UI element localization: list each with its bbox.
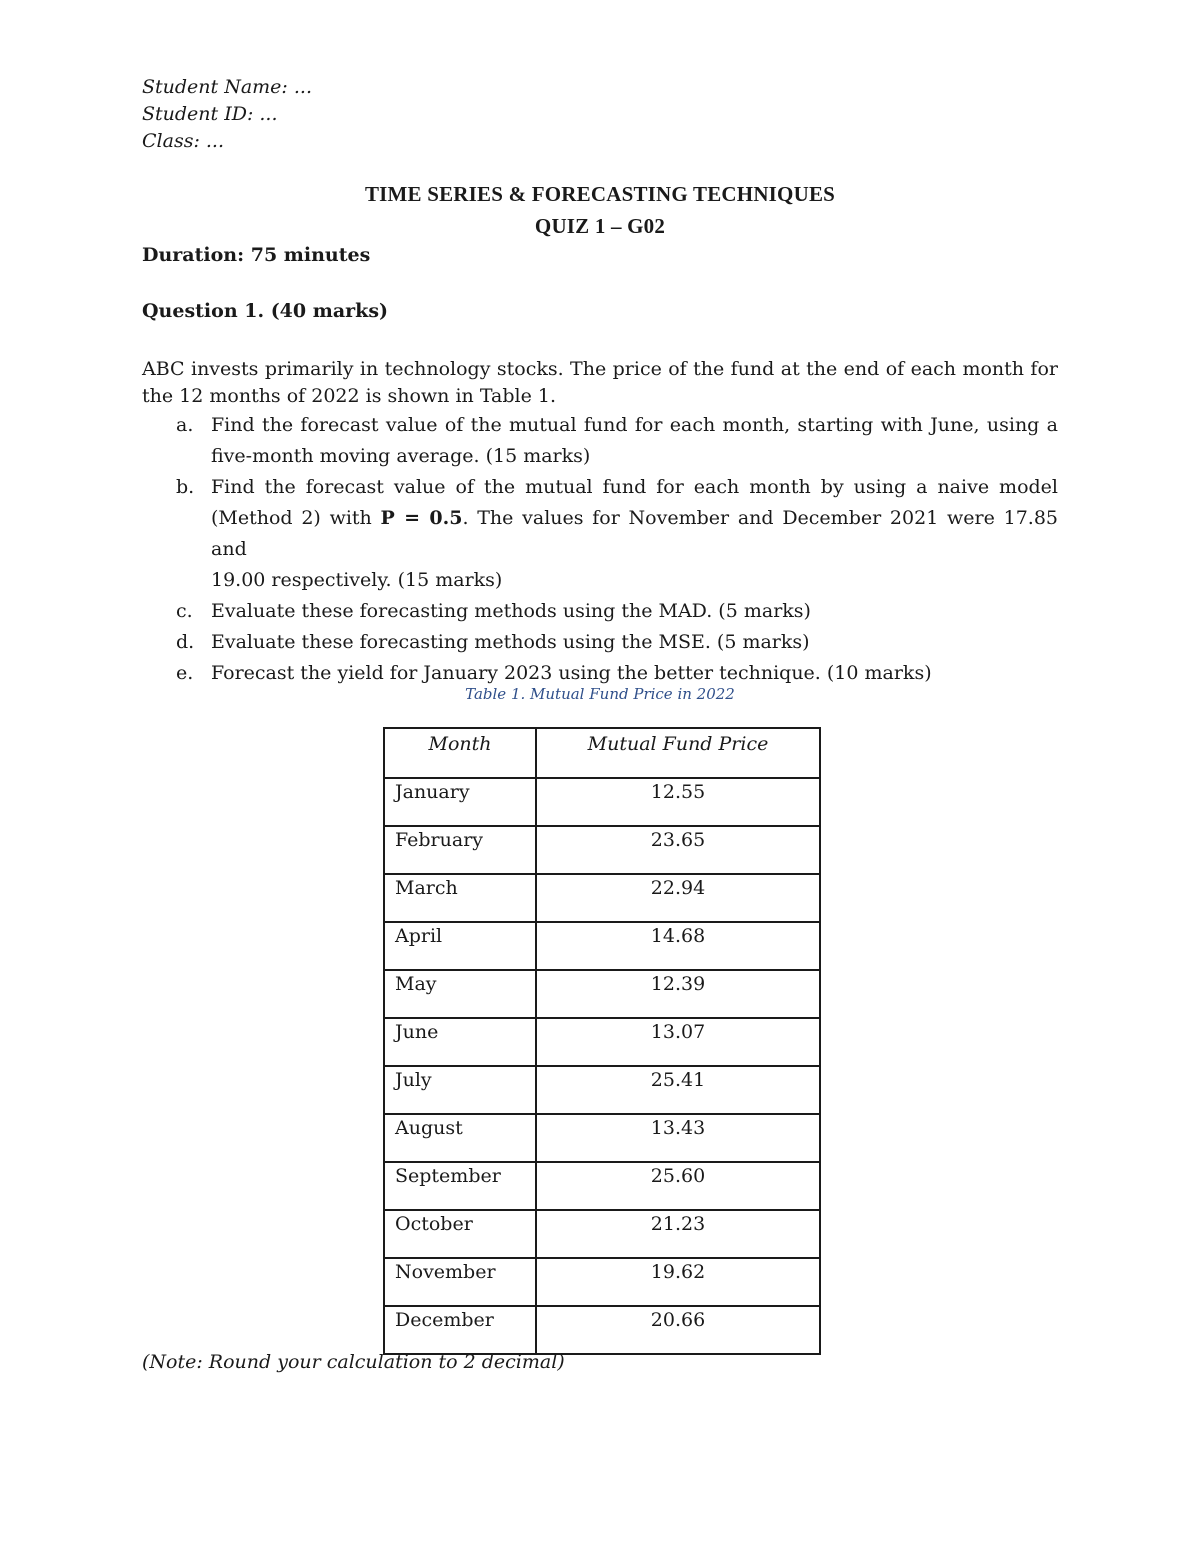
price-cell: 19.62 <box>536 1258 820 1306</box>
question-intro <box>142 356 1058 410</box>
bold-parameter: P = 0.5 <box>380 507 463 529</box>
column-header-month: Month <box>384 728 536 778</box>
table-row <box>384 1114 820 1162</box>
month-cell: November <box>384 1258 536 1306</box>
table-row <box>384 922 820 970</box>
text-fragment: (Method 2) with <box>211 507 381 529</box>
document-title: TIME SERIES & FORECASTING TECHNIQUES <box>364 182 836 206</box>
price-cell: 25.41 <box>536 1066 820 1114</box>
price-cell: 21.23 <box>536 1210 820 1258</box>
month-cell: February <box>384 826 536 874</box>
text-fragment: . The values for November and December 2021 were 17.85 and <box>211 507 1058 560</box>
table-body <box>384 778 820 1354</box>
price-cell: 23.65 <box>536 826 820 874</box>
table-row <box>384 1258 820 1306</box>
question-heading: Question 1. (40 marks) <box>142 300 389 322</box>
sub-question-letter: e. <box>176 662 194 684</box>
quiz-subtitle: QUIZ 1 – G02 <box>534 214 666 238</box>
sub-question-text: Evaluate these forecasting methods using the MAD. (5 marks) <box>211 600 811 622</box>
column-header-price: Mutual Fund Price <box>536 728 820 778</box>
sub-question-text: Evaluate these forecasting methods using the MSE. (5 marks) <box>211 631 810 653</box>
sub-question-letter: c. <box>176 600 193 622</box>
price-cell: 13.07 <box>536 1018 820 1066</box>
price-cell: 20.66 <box>536 1306 820 1354</box>
student-id-line: Student ID: ... <box>142 103 278 125</box>
table-row <box>384 970 820 1018</box>
month-cell: June <box>384 1018 536 1066</box>
month-cell: October <box>384 1210 536 1258</box>
sub-question-text-mixed <box>211 503 1058 565</box>
sub-question-letter: b. <box>176 476 195 498</box>
sub-question-text: Find the forecast value of the mutual fund for each month by using a naive model <box>211 476 1058 498</box>
month-cell: April <box>384 922 536 970</box>
intro-line-2: the 12 months of 2022 is shown in Table 1. <box>142 385 556 407</box>
intro-line-1: ABC invests primarily in technology stocks. The price of the fund at the end of each month for <box>142 358 1058 380</box>
sub-question-text: Forecast the yield for January 2023 using the better technique. (10 marks) <box>211 662 932 684</box>
month-cell: December <box>384 1306 536 1354</box>
price-cell: 13.43 <box>536 1114 820 1162</box>
class-line: Class: ... <box>142 130 225 152</box>
table-row <box>384 1162 820 1210</box>
month-cell: August <box>384 1114 536 1162</box>
mutual-fund-table <box>383 727 821 1355</box>
price-cell: 14.68 <box>536 922 820 970</box>
sub-question-list <box>142 410 1058 689</box>
table-row <box>384 826 820 874</box>
table-row <box>384 1018 820 1066</box>
price-cell: 12.55 <box>536 778 820 826</box>
student-name-line: Student Name: ... <box>142 76 312 98</box>
table-row <box>384 1210 820 1258</box>
month-cell: July <box>384 1066 536 1114</box>
rounding-note: (Note: Round your calculation to 2 decimal) <box>142 1351 565 1373</box>
table-row <box>384 778 820 826</box>
student-info-block <box>142 74 312 155</box>
sub-question-b <box>142 472 1058 596</box>
month-cell: March <box>384 874 536 922</box>
sub-question-c <box>142 596 1058 627</box>
sub-question-text: five-month moving average. (15 marks) <box>211 445 591 467</box>
month-cell: January <box>384 778 536 826</box>
table-header-row <box>384 728 820 778</box>
duration-line: Duration: 75 minutes <box>142 244 371 266</box>
price-cell: 25.60 <box>536 1162 820 1210</box>
table-row <box>384 874 820 922</box>
sub-question-a <box>142 410 1058 472</box>
table-caption: Table 1. Mutual Fund Price in 2022 <box>465 685 735 703</box>
sub-question-d <box>142 627 1058 658</box>
table-row <box>384 1306 820 1354</box>
table-row <box>384 1066 820 1114</box>
price-cell: 22.94 <box>536 874 820 922</box>
month-cell: September <box>384 1162 536 1210</box>
sub-question-text: 19.00 respectively. (15 marks) <box>211 569 503 591</box>
sub-question-letter: d. <box>176 631 195 653</box>
price-cell: 12.39 <box>536 970 820 1018</box>
sub-question-text: Find the forecast value of the mutual fund for each month, starting with June, using a <box>211 414 1058 436</box>
sub-question-letter: a. <box>176 414 194 436</box>
month-cell: May <box>384 970 536 1018</box>
